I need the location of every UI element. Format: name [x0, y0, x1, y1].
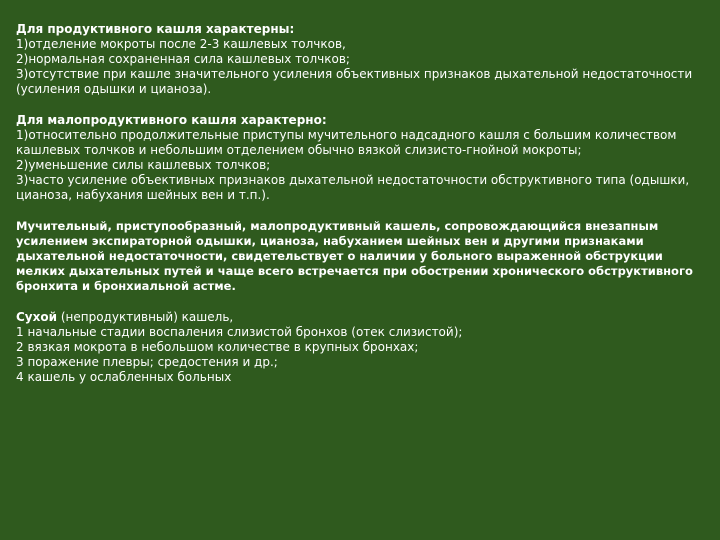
- dry-cough-item-4: 4 кашель у ослабленных больных: [16, 370, 232, 384]
- productive-cough-item-2: 2)нормальная сохраненная сила кашлевых толчков;: [16, 52, 350, 66]
- dry-cough-term: Сухой: [16, 310, 58, 324]
- dry-cough-item-1: 1 начальные стадии воспаления слизистой бронхов (отек слизистой);: [16, 325, 463, 339]
- dry-cough-heading: [16, 310, 706, 325]
- unproductive-cough-section: [16, 113, 706, 203]
- productive-cough-section: [16, 22, 706, 97]
- unproductive-cough-item-1: 1)относительно продолжительные приступы мучительного надсадного кашля с большим количеством кашлевых толчков и небольшим отделением обычно вязкой слизисто-гнойной мокроты;: [16, 128, 677, 157]
- painful-cough-paragraph: Мучительный, приступообразный, малопродуктивный кашель, сопровождающийся внезапным усилением экспираторной одышки, цианоза, набуханием шейных вен и другими признаками дыхательной недостаточности, свидетельствует о наличии у больного выраженной обструкции мелких дыхательных путей и чаще всего встречается при обострении хронического обструктивного бронхита и бронхиальной астме.: [16, 219, 693, 293]
- productive-cough-item-3: 3)отсутствие при кашле значительного усиления объективных признаков дыхательной недостаточности (усиления одышки и цианоза).: [16, 67, 693, 96]
- unproductive-cough-item-3: 3)часто усиление объективных признаков дыхательной недостаточности обструктивного типа (одышки, цианоза, набухания шейных вен и т.п.).: [16, 173, 690, 202]
- dry-cough-section: [16, 310, 706, 385]
- productive-cough-heading: Для продуктивного кашля характерны:: [16, 22, 295, 36]
- dry-cough-item-2: 2 вязкая мокрота в небольшом количестве в крупных бронхах;: [16, 340, 419, 354]
- slide-content: [16, 22, 706, 401]
- painful-cough-section: [16, 219, 706, 294]
- unproductive-cough-item-2: 2)уменьшение силы кашлевых толчков;: [16, 158, 271, 172]
- productive-cough-item-1: 1)отделение мокроты после 2-3 кашлевых толчков,: [16, 37, 346, 51]
- dry-cough-heading-rest: (непродуктивный) кашель,: [57, 310, 234, 324]
- unproductive-cough-heading: Для малопродуктивного кашля характерно:: [16, 113, 327, 127]
- dry-cough-item-3: 3 поражение плевры; средостения и др.;: [16, 355, 278, 369]
